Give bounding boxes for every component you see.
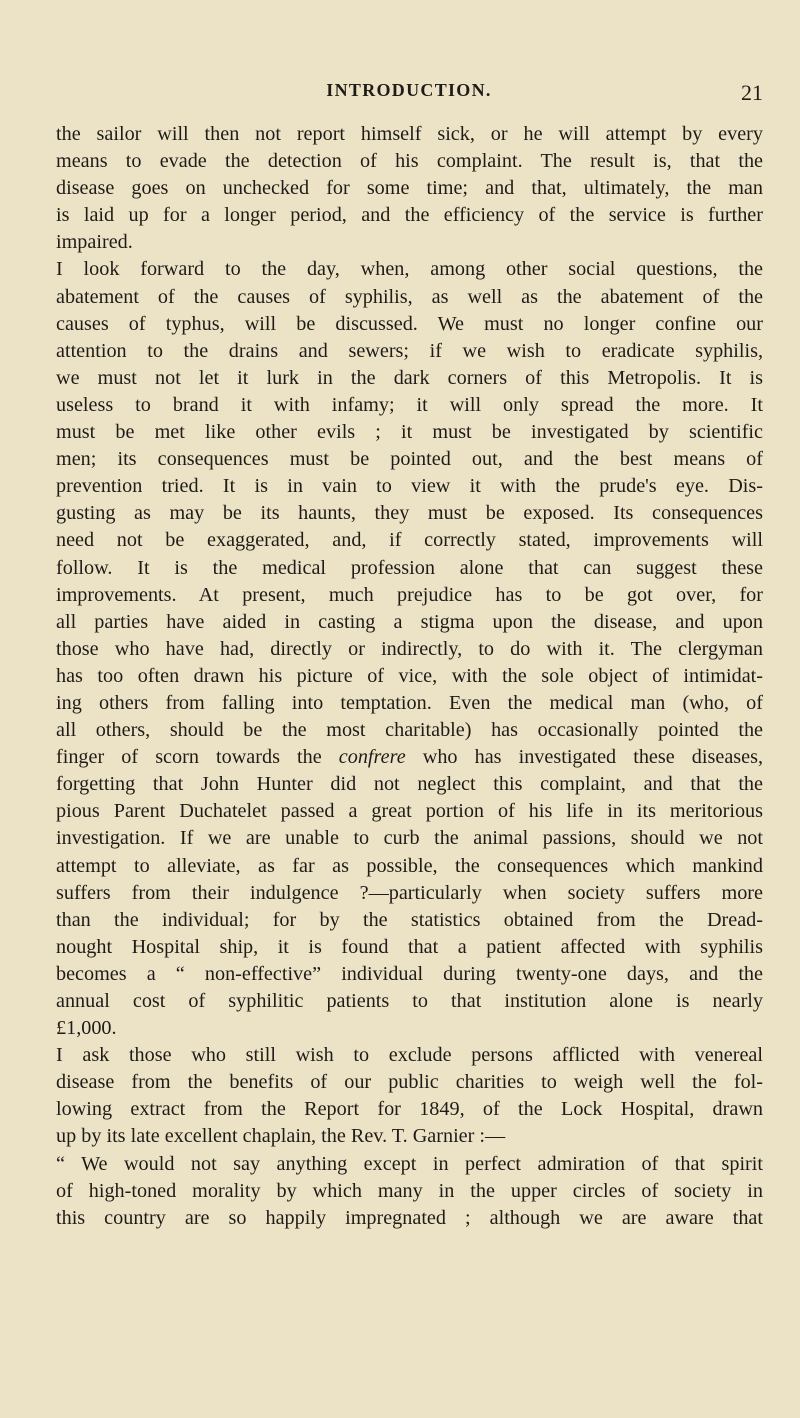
text-line: we must not let it lurk in the dark corners of this Metropolis. It is	[56, 366, 763, 389]
text-line: attention to the drains and sewers; if we wish to eradicate syphilis,	[56, 339, 763, 362]
text-line: investigation. If we are unable to curb the animal passions, should we not	[56, 827, 763, 850]
text-line: causes of typhus, will be discussed. We must no longer confine our	[56, 312, 763, 335]
text-line: need not be exaggerated, and, if correctly stated, improvements will	[56, 529, 763, 552]
text-line: disease from the benefits of our public charities to weigh well the fol-	[56, 1071, 763, 1094]
text-line: impaired.	[56, 231, 133, 254]
text-line: must be met like other evils ; it must be investigated by scientific	[56, 421, 763, 444]
text-line: abatement of the causes of syphilis, as well as the abatement of the	[56, 285, 763, 308]
text-segment: who has investigated these diseases,	[405, 746, 763, 769]
text-line: those who have had, directly or indirectly, to do with it. The clergyman	[56, 637, 763, 660]
text-line: prevention tried. It is in vain to view it with the prude's eye. Dis-	[56, 475, 763, 498]
text-line: I ask those who still wish to exclude persons afflicted with venereal	[56, 1044, 763, 1067]
text-line: annual cost of syphilitic patients to that institution alone is nearly	[56, 990, 763, 1012]
text-line: useless to brand it with infamy; it will only spread the more. It	[56, 393, 763, 416]
text-segment: finger of scorn towards the	[56, 746, 339, 769]
text-line: forgetting that John Hunter did not neglect this complaint, and that the	[56, 773, 763, 796]
text-line: of high-toned morality by which many in the upper circles of society in	[56, 1179, 763, 1202]
text-line: “ We would not say anything except in perfect admiration of that spirit	[56, 1152, 763, 1175]
text-line: attempt to alleviate, as far as possible, the consequences which mankind	[56, 854, 763, 877]
text-line: than the individual; for by the statistics obtained from the Dread-	[56, 908, 763, 931]
text-line: this country are so happily impregnated ; although we are aware that	[56, 1206, 763, 1229]
text-line-with-italic	[56, 744, 763, 771]
text-line: all parties have aided in casting a stigma upon the disease, and upon	[56, 610, 763, 633]
running-head	[55, 80, 763, 110]
body-text	[56, 121, 763, 1232]
text-line: I look forward to the day, when, among other social questions, the	[56, 258, 763, 281]
running-title: INTRODUCTION.	[326, 80, 492, 100]
paragraph-2	[56, 256, 763, 1042]
paragraph-3	[56, 1042, 763, 1150]
text-line: improvements. At present, much prejudice has to be got over, for	[56, 583, 763, 606]
text-line: gusting as may be its haunts, they must be exposed. Its consequences	[56, 502, 763, 525]
text-line: is laid up for a longer period, and the efficiency of the service is further	[56, 204, 763, 227]
text-line: has too often drawn his picture of vice, with the sole object of intimidat-	[56, 664, 763, 687]
text-line: becomes a “ non-effective” individual during twenty-one days, and the	[56, 962, 763, 985]
text-line: £1,000.	[56, 1017, 117, 1040]
text-line: lowing extract from the Report for 1849, of the Lock Hospital, drawn	[56, 1098, 763, 1121]
quotation-paragraph	[56, 1151, 763, 1232]
text-line: up by its late excellent chaplain, the Rev. T. Garnier :—	[56, 1125, 506, 1148]
text-line: the sailor will then not report himself sick, or he will attempt by every	[56, 123, 763, 145]
text-line: suffers from their indulgence ?—particularly when society suffers more	[56, 881, 763, 904]
italic-word: confrere	[338, 746, 406, 769]
text-line: pious Parent Duchatelet passed a great portion of his life in its meritorious	[56, 800, 763, 823]
text-line: ing others from falling into temptation. Even the medical man (who, of	[56, 691, 763, 714]
paragraph-1	[56, 121, 763, 256]
text-line: follow. It is the medical profession alone that can suggest these	[56, 556, 763, 579]
text-line: men; its consequences must be pointed out, and the best means of	[56, 448, 763, 471]
text-line: disease goes on unchecked for some time; and that, ultimately, the man	[56, 177, 763, 200]
text-line: all others, should be the most charitable) has occasionally pointed the	[56, 719, 763, 742]
page-number: 21	[741, 80, 763, 105]
text-line: means to evade the detection of his complaint. The result is, that the	[56, 150, 763, 173]
text-line: nought Hospital ship, it is found that a patient affected with syphilis	[56, 935, 763, 958]
